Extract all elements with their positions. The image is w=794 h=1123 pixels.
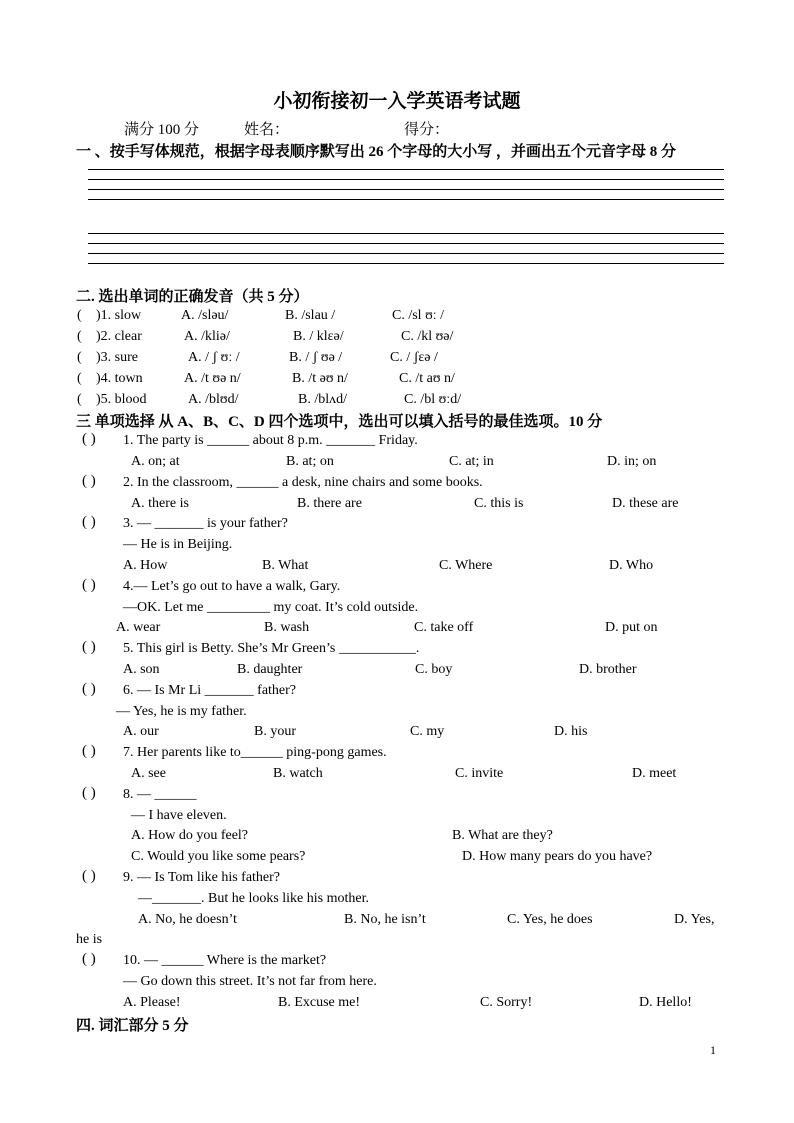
option-c: C. /kl ʊə/ — [401, 329, 454, 344]
option-d: D. these are — [612, 496, 679, 511]
answer-paren: ( ) — [82, 681, 96, 697]
question-stem: 10. — ______ Where is the market? — [123, 953, 327, 968]
option-d: D. Yes, — [674, 912, 715, 927]
question-line2: — He is in Beijing. — [123, 537, 233, 552]
option-a: A. No, he doesn’t — [138, 912, 237, 927]
writing-line — [88, 199, 724, 200]
question-stem: 1. The party is ______ about 8 p.m. _______ Friday. — [123, 433, 418, 448]
name-label: 姓名： — [244, 122, 290, 138]
option-d: D. his — [554, 724, 588, 739]
writing-line — [88, 263, 724, 264]
question-line2: — Yes, he is my father. — [116, 704, 247, 719]
writing-line — [88, 189, 724, 190]
option-b: B. your — [254, 724, 296, 739]
option-b: B. /blʌd/ — [298, 392, 348, 407]
question-stem: 6. — Is Mr Li _______ father? — [123, 683, 297, 698]
question-line2: —_______. But he looks like his mother. — [138, 891, 369, 906]
section1-heading: 一 、按手写体规范，根据字母表顺序默写出 26 个字母的大小写 ，并画出五个元音字母 8 分 — [76, 144, 677, 160]
option-b: B. wash — [264, 620, 310, 635]
option-b: B. Excuse me! — [278, 995, 361, 1010]
option-c: C. /sl ʊː / — [392, 308, 445, 323]
option-d: D. meet — [632, 766, 677, 781]
answer-paren: ( ) — [82, 951, 96, 967]
option-a: A. /t ʊə n/ — [184, 371, 241, 386]
answer-paren: ( ) — [82, 577, 96, 593]
option-b: B. / klεə/ — [293, 329, 344, 344]
writing-line — [88, 233, 724, 234]
option-c: C. boy — [415, 662, 453, 677]
page-number: 1 — [710, 1043, 716, 1057]
answer-paren: ( ) — [82, 785, 96, 801]
section3-heading: 三 单项选择 从 A、B、C、D 四个选项中，选出可以填入括号的最佳选项。10 分 — [76, 414, 603, 430]
answer-paren: ( ) — [82, 743, 96, 759]
option-b: B. /t əʊ n/ — [292, 371, 348, 386]
option-a: A. /blʊd/ — [188, 392, 239, 407]
score-label: 得分： — [404, 122, 450, 138]
question-stem: 8. — ______ — [123, 787, 197, 802]
section4-heading: 四. 词汇部分 5 分 — [76, 1018, 189, 1034]
option-b: B. What are they? — [452, 828, 553, 843]
option-a: A. / ʃ ʊː / — [188, 350, 240, 365]
question-stem: 7. Her parents like to______ ping-pong games. — [123, 745, 387, 760]
option-a: A. there is — [131, 496, 189, 511]
score-total: 满分 100 分 — [124, 122, 200, 138]
item-word: )4. town — [96, 371, 143, 386]
option-d: D. brother — [579, 662, 637, 677]
option-c: C. Yes, he does — [507, 912, 593, 927]
option-a: A. How do you feel? — [131, 828, 249, 843]
option-d: D. Hello! — [639, 995, 692, 1010]
option-a: A. /kliə/ — [184, 329, 230, 344]
option-d: D. put on — [605, 620, 658, 635]
option-c: C. take off — [414, 620, 474, 635]
writing-line — [88, 169, 724, 170]
page-title: 小初衔接初一入学英语考试题 — [273, 91, 521, 112]
answer-paren: ( ) — [82, 639, 96, 655]
option-d: D. Who — [609, 558, 654, 573]
item-word: )1. slow — [96, 308, 142, 323]
question-line2: —OK. Let me _________ my coat. It’s cold outside. — [123, 600, 419, 615]
option-c: C. /bl ʊːd/ — [404, 392, 462, 407]
option-b: B. No, he isn’t — [344, 912, 426, 927]
item-word: )2. clear — [96, 329, 142, 344]
answer-paren: ( — [77, 371, 82, 386]
writing-line — [88, 243, 724, 244]
question-line2: — I have eleven. — [131, 808, 227, 823]
option-b: B. / ʃ ʊə / — [289, 350, 343, 365]
writing-line — [88, 179, 724, 180]
option-b: B. daughter — [237, 662, 303, 677]
question-stem: 5. This girl is Betty. She’s Mr Green’s ___________. — [123, 641, 420, 656]
question-stem: 9. — Is Tom like his father? — [123, 870, 281, 885]
option-b: B. What — [262, 558, 309, 573]
writing-line — [88, 253, 724, 254]
option-c: C. Sorry! — [480, 995, 533, 1010]
question-stem: 2. In the classroom, ______ a desk, nine chairs and some books. — [123, 475, 483, 490]
option-c: C. at; in — [449, 454, 494, 469]
option-a: A. son — [123, 662, 160, 677]
option-d-continued: he is — [76, 932, 103, 947]
option-c: C. / ʃεə / — [390, 350, 438, 365]
option-b: B. there are — [297, 496, 362, 511]
option-b: B. /slau / — [285, 308, 336, 323]
question-stem: 3. — _______ is your father? — [123, 516, 288, 531]
answer-paren: ( ) — [82, 514, 96, 530]
option-c: C. /t aʊ n/ — [399, 371, 455, 386]
answer-paren: ( ) — [82, 868, 96, 884]
option-b: B. at; on — [286, 454, 334, 469]
answer-paren: ( — [77, 392, 82, 407]
answer-paren: ( — [77, 350, 82, 365]
option-a: A. on; at — [131, 454, 180, 469]
option-c: C. invite — [455, 766, 504, 781]
option-a: A. How — [123, 558, 168, 573]
answer-paren: ( ) — [82, 431, 96, 447]
item-word: )3. sure — [96, 350, 138, 365]
option-c: C. this is — [474, 496, 524, 511]
option-a: A. /sləu/ — [181, 308, 229, 323]
option-c: C. my — [410, 724, 445, 739]
question-stem: 4.— Let’s go out to have a walk, Gary. — [123, 579, 341, 594]
answer-paren: ( ) — [82, 473, 96, 489]
section2-heading: 二. 选出单词的正确发音（共 5 分） — [76, 289, 309, 305]
item-word: )5. blood — [96, 392, 147, 407]
option-a: A. our — [123, 724, 159, 739]
option-a: A. see — [131, 766, 166, 781]
option-a: A. wear — [116, 620, 161, 635]
answer-paren: ( — [77, 329, 82, 344]
question-line2: — Go down this street. It’s not far from here. — [123, 974, 377, 989]
option-c: C. Would you like some pears? — [131, 849, 306, 864]
option-d: D. How many pears do you have? — [462, 849, 653, 864]
option-c: C. Where — [439, 558, 493, 573]
answer-paren: ( — [77, 308, 82, 323]
option-a: A. Please! — [123, 995, 181, 1010]
option-b: B. watch — [273, 766, 323, 781]
option-d: D. in; on — [607, 454, 657, 469]
